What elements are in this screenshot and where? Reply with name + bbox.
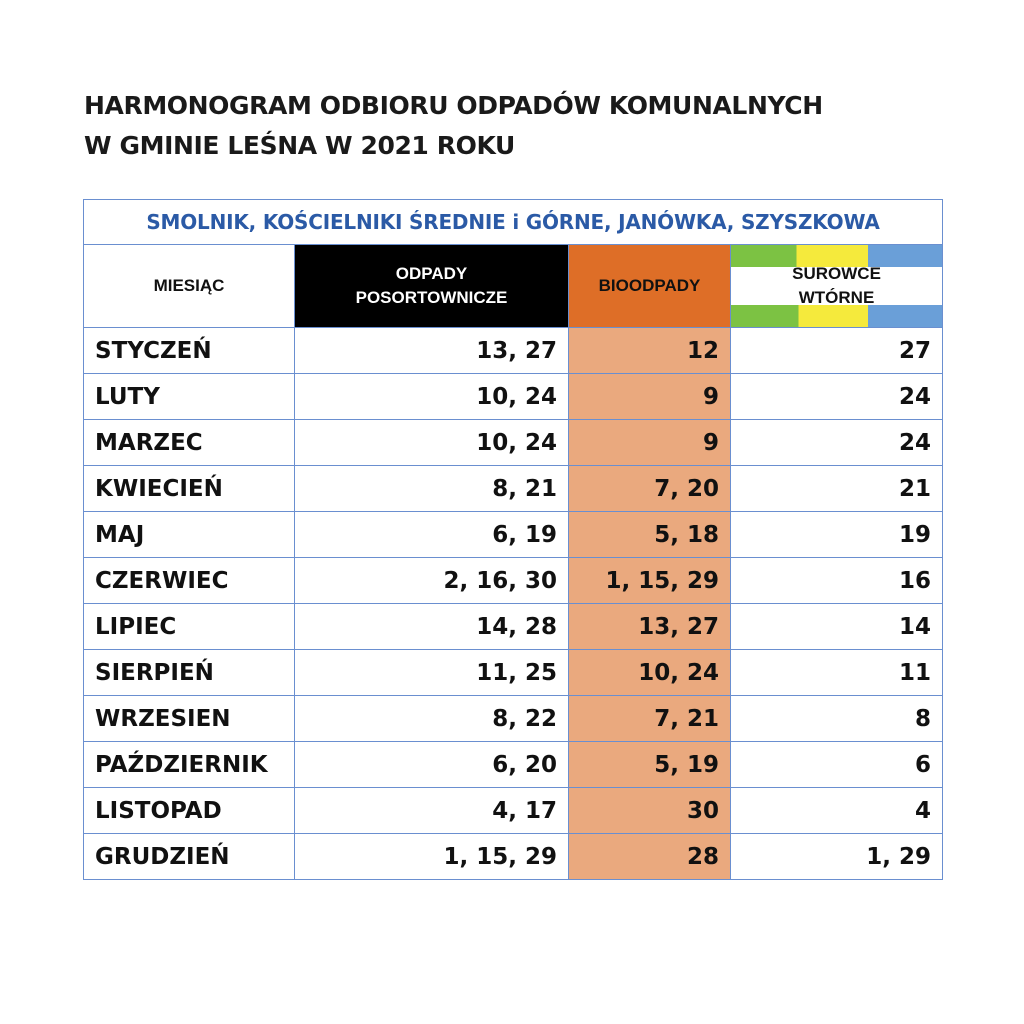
surowce-header-line-1: SUROWCE xyxy=(792,264,881,283)
table-row xyxy=(84,328,943,374)
title-line-1: HARMONOGRAM ODBIORU ODPADÓW KOMUNALNYCH xyxy=(84,91,823,120)
month-cell: LUTY xyxy=(84,374,295,420)
area-header: SMOLNIK, KOŚCIELNIKI ŚREDNIE i GÓRNE, JANÓWKA, SZYSZKOWA xyxy=(84,200,943,245)
table-row xyxy=(84,834,943,880)
surowce-cell: 27 xyxy=(731,328,943,374)
odpady-cell: 6, 20 xyxy=(295,742,569,788)
table-row xyxy=(84,788,943,834)
month-cell: CZERWIEC xyxy=(84,558,295,604)
table-body xyxy=(84,328,943,880)
table-row xyxy=(84,512,943,558)
odpady-cell: 11, 25 xyxy=(295,650,569,696)
odpady-cell: 2, 16, 30 xyxy=(295,558,569,604)
surowce-cell: 1, 29 xyxy=(731,834,943,880)
month-cell: LIPIEC xyxy=(84,604,295,650)
month-cell: PAŹDZIERNIK xyxy=(84,742,295,788)
surowce-cell: 21 xyxy=(731,466,943,512)
table-row xyxy=(84,650,943,696)
bio-cell: 1, 15, 29 xyxy=(569,558,731,604)
month-cell: SIERPIEŃ xyxy=(84,650,295,696)
odpady-header-line-1: ODPADY xyxy=(395,264,468,283)
surowce-cell: 19 xyxy=(731,512,943,558)
surowce-cell: 4 xyxy=(731,788,943,834)
odpady-cell: 4, 17 xyxy=(295,788,569,834)
surowce-cell: 8 xyxy=(731,696,943,742)
table-row xyxy=(84,696,943,742)
surowce-header-label xyxy=(731,262,942,310)
month-cell: GRUDZIEŃ xyxy=(84,834,295,880)
schedule-table xyxy=(83,199,943,880)
month-column-header: MIESIĄC xyxy=(84,245,295,328)
table-row xyxy=(84,466,943,512)
bio-cell: 5, 19 xyxy=(569,742,731,788)
surowce-cell: 24 xyxy=(731,374,943,420)
page-title xyxy=(84,86,823,166)
month-cell: LISTOPAD xyxy=(84,788,295,834)
bio-cell: 12 xyxy=(569,328,731,374)
odpady-cell: 10, 24 xyxy=(295,374,569,420)
table-row xyxy=(84,604,943,650)
bio-cell: 10, 24 xyxy=(569,650,731,696)
bio-cell: 30 xyxy=(569,788,731,834)
title-line-2: W GMINIE LEŚNA W 2021 ROKU xyxy=(84,131,515,160)
surowce-cell: 24 xyxy=(731,420,943,466)
odpady-cell: 8, 21 xyxy=(295,466,569,512)
surowce-cell: 16 xyxy=(731,558,943,604)
table-row xyxy=(84,742,943,788)
bio-cell: 28 xyxy=(569,834,731,880)
odpady-cell: 8, 22 xyxy=(295,696,569,742)
odpady-cell: 6, 19 xyxy=(295,512,569,558)
odpady-column-header xyxy=(295,245,569,328)
odpady-cell: 1, 15, 29 xyxy=(295,834,569,880)
table-row xyxy=(84,374,943,420)
month-cell: KWIECIEŃ xyxy=(84,466,295,512)
surowce-cell: 11 xyxy=(731,650,943,696)
bio-column-header: BIOODPADY xyxy=(569,245,731,328)
bio-cell: 5, 18 xyxy=(569,512,731,558)
odpady-cell: 13, 27 xyxy=(295,328,569,374)
surowce-cell: 14 xyxy=(731,604,943,650)
odpady-cell: 14, 28 xyxy=(295,604,569,650)
table-row xyxy=(84,420,943,466)
odpady-cell: 10, 24 xyxy=(295,420,569,466)
table-row xyxy=(84,558,943,604)
month-cell: STYCZEŃ xyxy=(84,328,295,374)
bio-cell: 7, 21 xyxy=(569,696,731,742)
surowce-header-line-2: WTÓRNE xyxy=(798,288,875,307)
surowce-column-header xyxy=(731,245,943,328)
bio-cell: 7, 20 xyxy=(569,466,731,512)
surowce-cell: 6 xyxy=(731,742,943,788)
month-cell: WRZESIEN xyxy=(84,696,295,742)
month-cell: MARZEC xyxy=(84,420,295,466)
odpady-header-line-2: POSORTOWNICZE xyxy=(355,288,508,307)
bio-cell: 13, 27 xyxy=(569,604,731,650)
bio-cell: 9 xyxy=(569,374,731,420)
month-cell: MAJ xyxy=(84,512,295,558)
bio-cell: 9 xyxy=(569,420,731,466)
